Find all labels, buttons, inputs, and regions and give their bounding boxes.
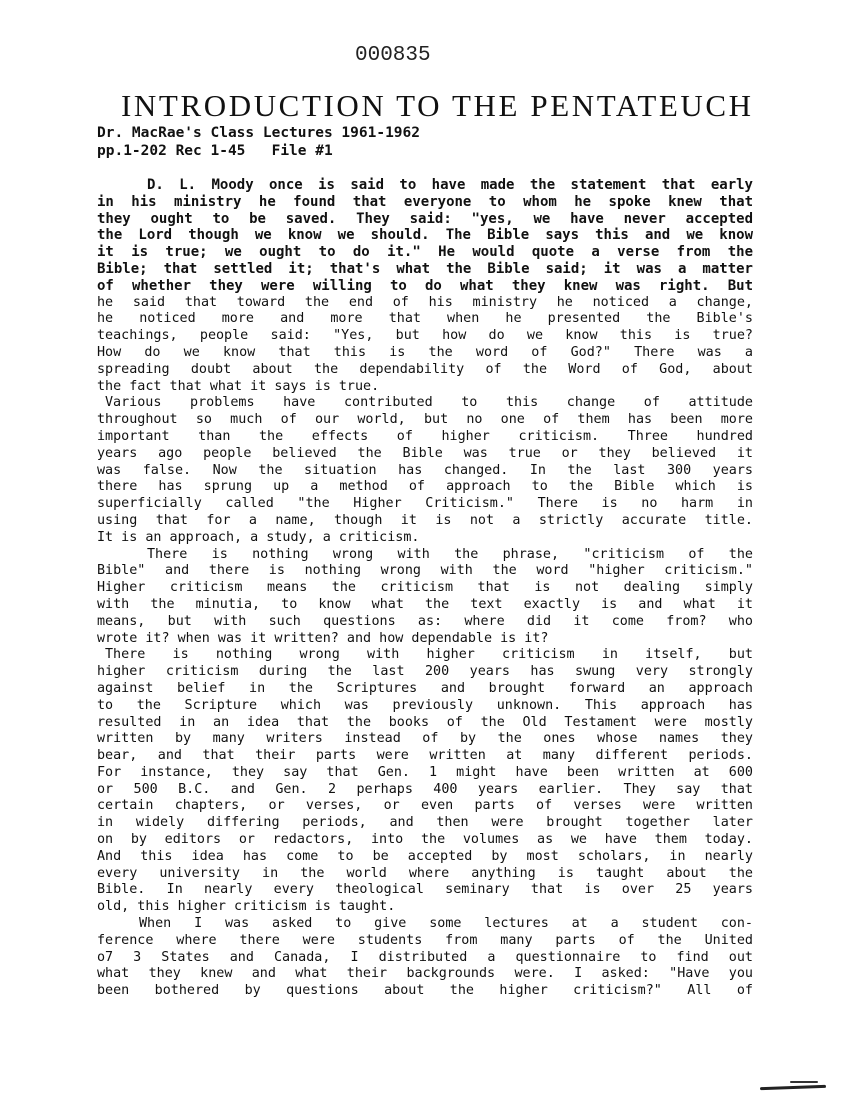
text-line: was false. Now the situation has changed. In the last 300 years [97,462,753,478]
text-line: been bothered by questions about the higher criticism?" All of [97,983,753,999]
text-line: using that for a name, though it is not a strictly accurate title. [97,512,753,528]
text-line: There is nothing wrong with higher criticism in itself, but [105,647,753,663]
text-line: teachings, people said: "Yes, but how do we know this is true? [97,328,753,344]
text-line: the Lord though we know we should. The Bible says this and we know [97,227,753,244]
text-line: years ago people believed the Bible was true or they believed it [97,445,753,461]
text-line: he noticed more and more that when he presented the Bible's [97,311,753,327]
text-line: or 500 B.C. and Gen. 2 perhaps 400 years earlier. They say that [97,781,753,797]
text-line: wrote it? when was it written? and how dependable is it? [97,630,549,646]
text-line: they ought to be saved. They said: "yes, we have never accepted [97,210,753,227]
text-line: in his ministry he found that everyone to whom he spoke knew that [97,193,753,210]
text-line: Bible" and there is nothing wrong with the word "higher criticism." [97,563,753,579]
text-line: means, but with such questions as: where did it come from? who [97,613,753,629]
text-line: How do we know that this is the word of God?" There was a [97,344,753,360]
text-line: with the minutia, to know what the text exactly is and what it [97,596,753,612]
text-line: it is true; we ought to do it." He would quote a verse from the [97,244,753,261]
text-line: in widely differing periods, and then were brought together later [97,815,753,831]
body-text [97,177,753,1000]
text-line: There is nothing wrong with the phrase, "criticism of the [147,546,753,562]
text-line: And this idea has come to be accepted by most scholars, in nearly [97,848,753,864]
file-info-line: pp.1-202 Rec 1-45 File #1 [97,143,333,159]
text-line: spreading doubt about the dependability of the Word of God, about [97,361,753,377]
text-line: what they knew and what their backgrounds were. I asked: "Have you [97,966,753,982]
text-line: there has sprung up a method of approach to the Bible which is [97,479,753,495]
text-line: against belief in the Scriptures and brought forward an approach [97,680,753,696]
page-number: 000835 [355,44,431,67]
text-line: When I was asked to give some lectures at a student con- [139,916,753,932]
text-line: superficially called "the Higher Criticism." There is no harm in [97,496,753,512]
text-line: higher criticism during the last 200 years has swung very strongly [97,664,753,680]
text-line: Bible. In nearly every theological seminary that is over 25 years [97,882,753,898]
text-line: Higher criticism means the criticism that is not dealing simply [97,580,753,596]
text-line: Various problems have contributed to this change of attitude [105,395,753,411]
scan-mark [760,1085,826,1090]
text-line: he said that toward the end of his ministry he noticed a change, [97,294,753,310]
text-line: bear, and that their parts were written at many different periods. [97,748,753,764]
text-line: important than the effects of higher criticism. Three hundred [97,428,753,444]
text-line: every university in the world where anything is taught about the [97,865,753,881]
text-line: D. L. Moody once is said to have made the statement that early [147,177,753,193]
text-line: throughout so much of our world, but no one of them has been more [97,412,753,428]
text-line: on by editors or redactors, into the volumes as we have them today. [97,832,753,848]
text-line: the fact that what it says is true. [97,378,380,394]
text-line: to the Scripture which was previously unknown. This approach has [97,697,753,713]
text-line: written by many writers instead of by the ones whose names they [97,731,753,747]
text-line: old, this higher criticism is taught. [97,899,396,915]
lecture-info-line: Dr. MacRae's Class Lectures 1961-1962 [97,125,421,141]
text-line: certain chapters, or verses, or even parts of verses were written [97,798,753,814]
text-line: of whether they were willing to do what they knew was right. But [97,277,753,294]
text-line: resulted in an idea that the books of the Old Testament were mostly [97,714,753,730]
document-title: INTRODUCTION TO THE PENTATEUCH [121,88,754,123]
text-line: Bible; that settled it; that's what the Bible said; it was a matter [97,260,753,277]
scan-mark [790,1081,818,1083]
text-line: For instance, they say that Gen. 1 might have been written at 600 [97,764,753,780]
text-line: ference where there were students from many parts of the United [97,932,753,948]
text-line: It is an approach, a study, a criticism. [97,529,420,545]
text-line: o7 3 States and Canada, I distributed a questionnaire to find out [97,949,753,965]
